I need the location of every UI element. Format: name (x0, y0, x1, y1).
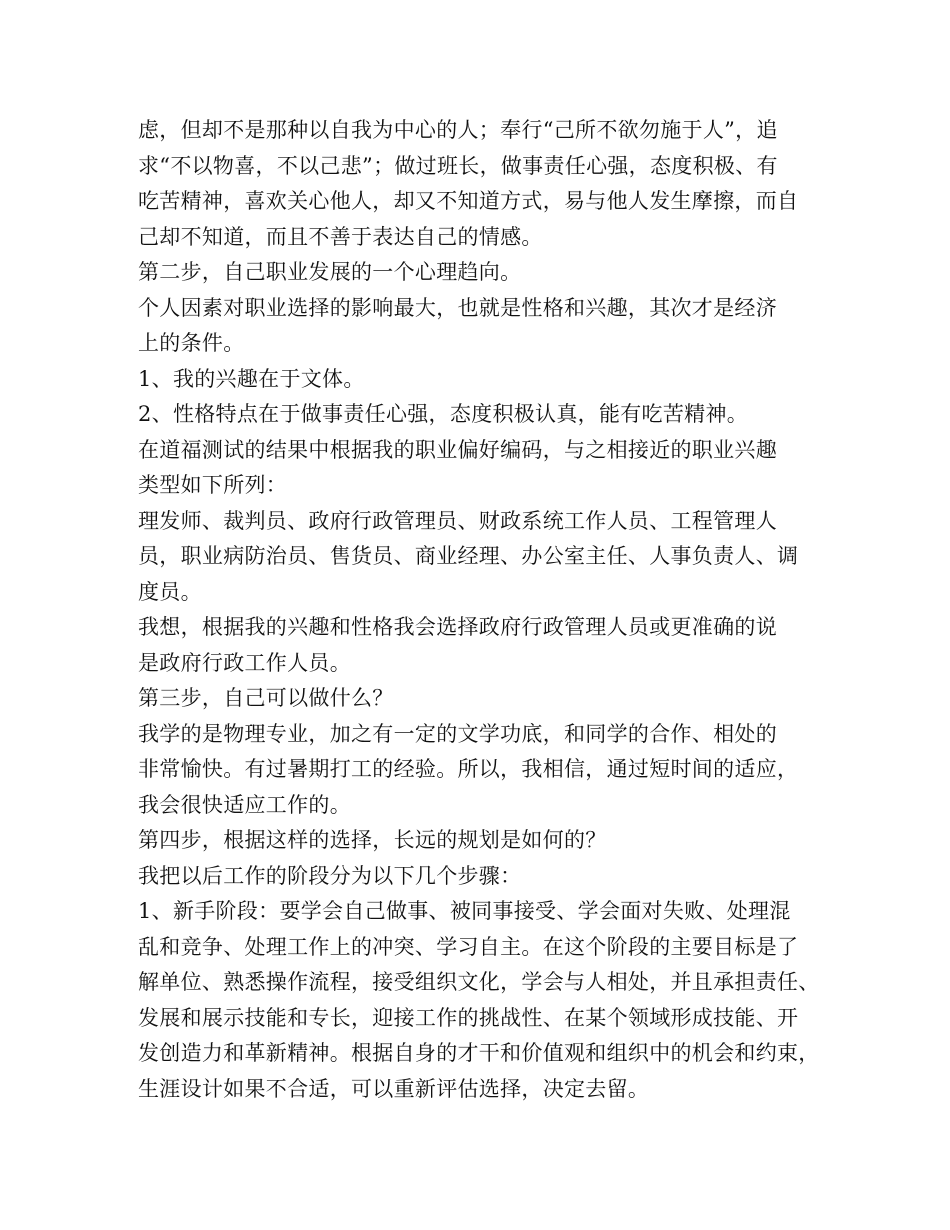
text-line: 我会很快适应工作的。 (138, 792, 351, 817)
text-line: 类型如下所列： (138, 473, 288, 497)
heading-step-three (138, 681, 818, 717)
text-line: 己却不知道，而且不善于表达自己的情感。 (138, 224, 543, 249)
heading-step-four (138, 823, 818, 859)
text-line: 虑，但却不是那种以自我为中心的人；奉行“己所不欲勿施于人”，追 (138, 118, 778, 142)
text-line: 我把以后工作的阶段分为以下几个步骤： (138, 863, 522, 888)
text-line: 2、性格特点在于做事责任心强，态度积极认真，能有吃苦精神。 (138, 402, 749, 426)
text-line: 员，职业病防治员、售货员、商业经理、办公室主任、人事负责人、调 (138, 544, 799, 568)
text-line: 度员。 (138, 579, 202, 604)
text-line: 个人因素对职业选择的影响最大，也就是性格和兴趣，其次才是经济 (138, 295, 777, 320)
text-line: 理发师、裁判员、政府行政管理员、财政系统工作人员、工程管理人 (138, 508, 777, 533)
list-item-novice-stage (138, 894, 818, 1107)
text-line: 发展和展示技能和专长，迎接工作的挑战性、在某个领域形成技能、开 (138, 1005, 799, 1030)
document-body (138, 113, 818, 1107)
text-line: 解单位、熟悉操作流程，接受组织文化，学会与人相处，并且承担责任、 (138, 970, 820, 994)
text-line: 第二步，自己职业发展的一个心理趋向。 (138, 260, 522, 284)
text-line: 生涯设计如果不合适，可以重新评估选择，决定去留。 (138, 1076, 650, 1101)
list-item-personality (138, 397, 818, 433)
text-line: 1、新手阶段：要学会自己做事、被同事接受、学会面对失败、处理混 (138, 899, 791, 923)
text-line: 第三步，自己可以做什么？ (138, 686, 394, 710)
paragraph-choice (138, 610, 818, 681)
paragraph-self-assessment (138, 113, 818, 255)
text-line: 求“不以物喜，不以己悲”；做过班长，做事责任心强，态度积极、有 (138, 153, 778, 178)
text-line: 上的条件。 (138, 331, 245, 355)
paragraph-job-list (138, 504, 818, 611)
text-line: 第四步，根据这样的选择，长远的规划是如何的？ (138, 828, 607, 852)
text-line: 在道福测试的结果中根据我的职业偏好编码，与之相接近的职业兴趣 (138, 437, 777, 462)
text-line: 发创造力和革新精神。根据自身的才干和价值观和组织中的机会和约束， (138, 1041, 820, 1065)
paragraph-abilities (138, 717, 818, 824)
list-item-interest (138, 362, 818, 398)
text-line: 乱和竞争、处理工作上的冲突、学习自主。在这个阶段的主要目标是了 (138, 934, 799, 959)
paragraph-test-result (138, 433, 818, 504)
heading-step-two (138, 255, 818, 291)
text-line: 我想，根据我的兴趣和性格我会选择政府行政管理人员或更准确的说 (138, 615, 777, 639)
text-line: 非常愉快。有过暑期打工的经验。所以，我相信，通过短时间的适应， (138, 757, 799, 781)
paragraph-personal-factors (138, 291, 818, 362)
text-line: 吃苦精神，喜欢关心他人，却又不知道方式，易与他人发生摩擦，而自 (138, 189, 799, 213)
text-line: 是政府行政工作人员。 (138, 650, 351, 675)
text-line: 1、我的兴趣在于文体。 (138, 366, 365, 391)
text-line: 我学的是物理专业，加之有一定的文学功底，和同学的合作、相处的 (138, 721, 777, 746)
paragraph-stages-intro (138, 859, 818, 895)
